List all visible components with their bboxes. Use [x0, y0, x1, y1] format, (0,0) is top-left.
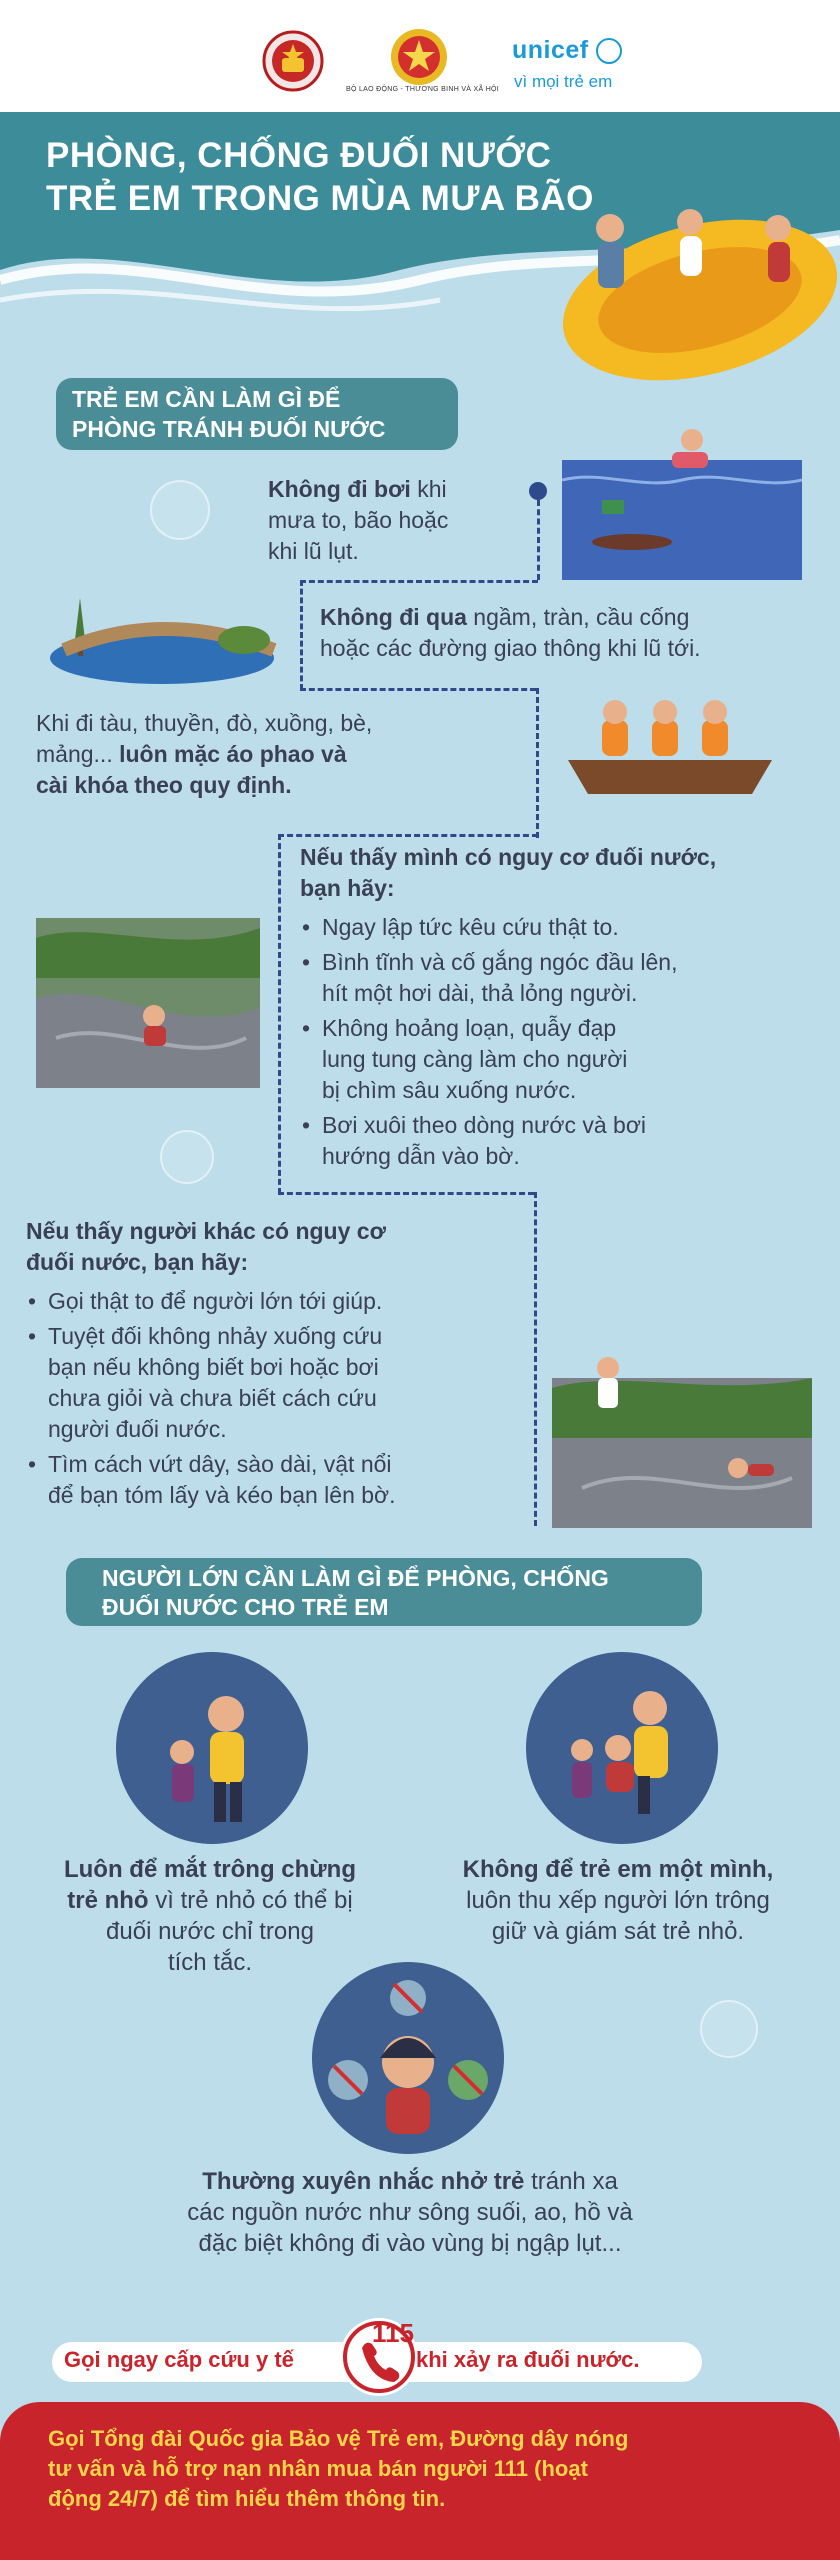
water-bubble	[700, 2000, 758, 2058]
tip-no-crossing: Không đi qua ngầm, tràn, cầu cống hoặc các đường giao thông khi lũ tới.	[320, 604, 701, 661]
help-others-list	[26, 1286, 526, 1511]
tip-self-rescue: Nếu thấy mình có nguy cơ đuối nước, bạn hãy: • Ngay lập tức kêu cứu thật to. • Bình tĩnh và cố gắng ngóc đầu lên, hít một hơi dài, thả lỏng người. • Không hoảng loạn, quẫy đạp lung tung càng làm cho người bị chìm sâu xuống nước. • Bơi xuôi theo dòng nước và bơi hướng dẫn vào bờ.	[300, 842, 820, 1176]
national-emblem-icon	[388, 26, 450, 88]
card-never-alone: Không để trẻ em một mình, luôn thu xếp người lớn trông giữ và giám sát trẻ nhỏ.	[462, 1856, 774, 1945]
list-item: • Gọi thật to để người lớn tới giúp.	[26, 1286, 526, 1317]
timeline-connector	[300, 580, 538, 583]
emergency-number: 115	[372, 2318, 414, 2348]
section2-heading: NGƯỜI LỚN CẦN LÀM GÌ ĐỂ PHÒNG, CHỐNG ĐUỐI NƯỚC CHO TRẺ EM	[66, 1558, 702, 1626]
timeline-connector	[537, 500, 540, 580]
boat-children-illustration	[562, 690, 778, 810]
unicef-logo-text: unicef	[512, 36, 622, 65]
unicef-slogan: vì mọi trẻ em	[514, 72, 613, 91]
water-bubble	[150, 480, 210, 540]
rescue-boat-illustration	[540, 150, 840, 410]
self-rescue-list	[300, 912, 820, 1172]
call-text-right: khi xảy ra đuối nước.	[416, 2347, 640, 2372]
tip-life-jacket: Khi đi tàu, thuyền, đò, xuồng, bè, mảng... luôn mặc áo phao và cài khóa theo quy định.	[36, 710, 373, 798]
water-bubble	[160, 1130, 214, 1184]
list-item: • Tuyệt đối không nhảy xuống cứu bạn nếu không biết bơi hoặc bơi chưa giỏi và chưa biết cách cứu người đuối nước.	[26, 1321, 526, 1445]
card-remind-children: Thường xuyên nhắc nhở trẻ tránh xa các nguồn nước như sông suối, ao, hồ và đặc biệt không đi vào vùng bị ngập lụt...	[187, 2168, 633, 2257]
list-item: • Ngay lập tức kêu cứu thật to.	[300, 912, 820, 943]
timeline-connector	[300, 688, 536, 691]
adult-supervising-illustration	[526, 1652, 718, 1844]
hotline-text: Gọi Tổng đài Quốc gia Bảo vệ Trẻ em, Đường dây nóng tư vấn và hỗ trợ nạn nhân mua bán người 111 (hoạt động 24/7) để tìm hiểu thêm thông tin.	[48, 2426, 629, 2511]
timeline-connector	[278, 1192, 534, 1195]
list-item: • Bình tĩnh và cố gắng ngóc đầu lên, hít một hơi dài, thả lỏng người.	[300, 947, 820, 1009]
adult-child-illustration	[116, 1652, 308, 1844]
bridge-pond-illustration	[44, 588, 280, 688]
list-item: • Tìm cách vứt dây, sào dài, vật nổi để bạn tóm lấy và kéo bạn lên bờ.	[26, 1449, 526, 1511]
call-text-left: Gọi ngay cấp cứu y tế	[64, 2347, 294, 2372]
timeline-connector	[534, 1192, 537, 1526]
section1-heading: TRẺ EM CẦN LÀM GÌ ĐỂ PHÒNG TRÁNH ĐUỐI NƯỚC	[56, 378, 458, 450]
list-item: • Bơi xuôi theo dòng nước và bơi hướng dẫn vào bờ.	[300, 1110, 820, 1172]
timeline-connector	[278, 834, 281, 1194]
timeline-node	[529, 482, 547, 500]
page-title: PHÒNG, CHỐNG ĐUỐI NƯỚC TRẺ EM TRONG MÙA MƯA BÃO	[46, 136, 594, 218]
timeline-connector	[536, 688, 539, 838]
riverbank-rescue-illustration	[552, 1348, 812, 1528]
list-item: • Không hoảng loạn, quẫy đạp lung tung càng làm cho người bị chìm sâu xuống nước.	[300, 1013, 820, 1106]
unicef-globe-icon	[596, 38, 622, 64]
police-emblem-icon	[262, 30, 324, 92]
ministry-label: BỘ LAO ĐỘNG - THƯƠNG BINH VÀ XÃ HỘI	[346, 86, 500, 93]
river-drowning-illustration	[36, 918, 260, 1088]
timeline-connector	[300, 580, 303, 690]
tip-no-swimming: Không đi bơi khi mưa to, bão hoặc khi lũ lụt.	[268, 476, 449, 564]
flood-swimmer-illustration	[562, 400, 802, 580]
child-reminder-illustration	[312, 1962, 504, 2154]
timeline-connector	[278, 834, 538, 837]
tip-help-others: Nếu thấy người khác có nguy cơ đuối nước, bạn hãy: • Gọi thật to để người lớn tới giúp. • Tuyệt đối không nhảy xuống cứu bạn nếu không biết bơi hoặc bơi chưa giỏi và chưa biết cách cứu người đuối nước. • Tìm cách vứt dây, sào dài, vật nổi để bạn tóm lấy và kéo bạn lên bờ.	[26, 1216, 526, 1515]
card-watch-children: Luôn để mắt trông chừng trẻ nhỏ vì trẻ nhỏ có thể bị đuối nước chỉ trong tích tắc.	[63, 1856, 357, 1976]
